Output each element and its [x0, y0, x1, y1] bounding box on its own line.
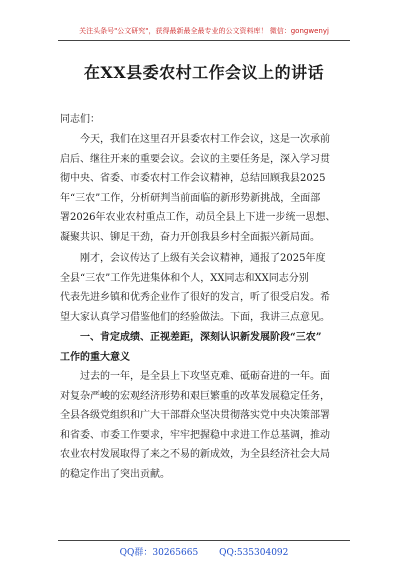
- text-line: 农业农村发展取得了来之不易的新成效，为全县经济社会大局: [60, 449, 330, 461]
- text-line: 彻中央、省委、市委农村工作会议精神，总结回顾我县2025: [60, 173, 326, 185]
- text-line: 望大家认真学习借鉴他们的经验做法。下面，我讲三点意见。: [60, 311, 330, 323]
- text-line: 过去的一年，是全县上下攻坚克难、砥砺奋进的一年。面: [80, 371, 330, 382]
- document-title: 在XX县委农村工作会议上的讲话: [83, 63, 325, 82]
- footer: [0, 545, 408, 558]
- text-line: 对复杂严峻的宏观经济形势和艰巨繁重的改革发展稳定任务，: [60, 390, 330, 402]
- text-line: 凝聚共识、铆足干劲，奋力开创我县乡村全面振兴新局面。: [60, 231, 320, 243]
- heading-line: 一、肯定成绩、正视差距，深刻认识新发展阶段“三农”: [80, 332, 322, 343]
- paragraph-2: [60, 249, 352, 327]
- section-heading-1: [60, 328, 352, 367]
- footer-qq-group: QQ群：30265665: [119, 548, 199, 558]
- text-line: 年“三农”工作，分析研判当前面临的新形势新挑战，全面部: [60, 192, 321, 204]
- text-line: 启后、继往开来的重要会议。会议的主要任务是，深入学习贯: [60, 153, 330, 165]
- footer-divider: [58, 540, 350, 541]
- text-line: 今天，我们在这里召开县委农村工作会议，这是一次承前: [80, 134, 330, 145]
- paragraph-1: [60, 130, 352, 248]
- text-line: 全县“三农”工作先进集体和个人，XX同志和XX同志分别: [60, 272, 309, 284]
- footer-qq: QQ:535304092: [219, 548, 289, 558]
- text-line: 署2026年农业农村重点工作，动员全县上下进一步统一思想、: [60, 212, 336, 224]
- text-line: 和省委、市委工作要求，牢牢把握稳中求进工作总基调，推动: [60, 429, 330, 441]
- header-banner: 关注头条号"公文研究"，获得最新最全最专业的公文资料库！ 微信：gongwenyj: [79, 27, 329, 35]
- text-line: 全县各级党组织和广大干部群众坚决贯彻落实党中央决策部署: [60, 410, 330, 422]
- salutation: 同志们：: [60, 114, 100, 125]
- text-line: 代表先进乡镇和优秀企业作了很好的发言，听了很受启发。希: [60, 292, 330, 304]
- header-divider: [58, 40, 350, 41]
- text-line: 的稳定作出了突出贡献。: [60, 468, 170, 480]
- paragraph-3: [60, 367, 352, 485]
- text-line: 刚才，会议传达了上级有关会议精神，通报了2025年度: [80, 253, 326, 264]
- heading-line: 工作的重大意义: [60, 351, 130, 363]
